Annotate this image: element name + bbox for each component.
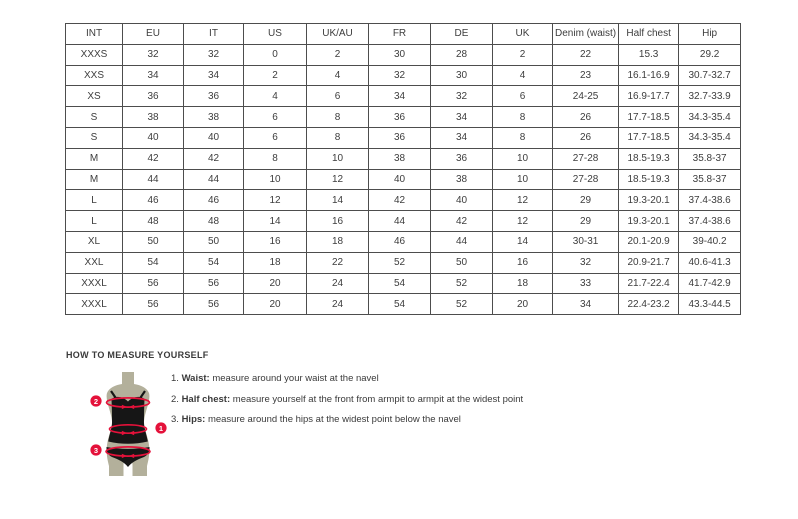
table-cell: 37.4-38.6	[679, 211, 741, 232]
badge-chest	[90, 395, 101, 406]
size-chart-table	[65, 23, 741, 315]
table-cell: 16.1-16.9	[619, 65, 679, 86]
table-cell: 19.3-20.1	[619, 190, 679, 211]
table-cell: 26	[553, 127, 619, 148]
table-cell: 24	[307, 273, 369, 294]
table-cell: 8	[493, 107, 553, 128]
table-cell: 6	[493, 86, 553, 107]
table-cell: 10	[493, 148, 553, 169]
table-cell: XXS	[66, 65, 123, 86]
measure-instructions-list	[171, 369, 523, 431]
column-header-int: INT	[66, 24, 123, 45]
table-cell: 29	[553, 190, 619, 211]
table-row	[66, 148, 741, 169]
table-cell: 18	[244, 252, 307, 273]
table-cell: 18.5-19.3	[619, 148, 679, 169]
table-cell: 12	[244, 190, 307, 211]
column-header-de: DE	[431, 24, 493, 45]
table-cell: 48	[123, 211, 184, 232]
column-header-uk: UK	[493, 24, 553, 45]
table-cell: 20.1-20.9	[619, 231, 679, 252]
table-cell: XL	[66, 231, 123, 252]
table-cell: 12	[493, 190, 553, 211]
table-cell: 26	[553, 107, 619, 128]
table-cell: 42	[431, 211, 493, 232]
mannequin-illustration	[83, 371, 173, 481]
table-cell: 30	[431, 65, 493, 86]
table-cell: 42	[123, 148, 184, 169]
camisole-shape	[108, 397, 148, 444]
table-cell: 32.7-33.9	[679, 86, 741, 107]
table-cell: 2	[244, 65, 307, 86]
table-cell: 44	[184, 169, 244, 190]
table-cell: 15.3	[619, 44, 679, 65]
table-header-row	[66, 24, 741, 45]
measure-instruction	[171, 410, 523, 431]
table-cell: 52	[431, 273, 493, 294]
table-cell: 33	[553, 273, 619, 294]
table-cell: 44	[431, 231, 493, 252]
table-cell: 20	[244, 273, 307, 294]
table-cell: 40	[184, 127, 244, 148]
table-cell: 37.4-38.6	[679, 190, 741, 211]
table-cell: 34	[553, 294, 619, 315]
table-cell: 38	[369, 148, 431, 169]
table-cell: 21.7-22.4	[619, 273, 679, 294]
table-row	[66, 231, 741, 252]
column-header-hip: Hip	[679, 24, 741, 45]
table-cell: 50	[123, 231, 184, 252]
table-cell: 41.7-42.9	[679, 273, 741, 294]
step-number: 1.	[171, 373, 182, 384]
table-cell: 32	[123, 44, 184, 65]
badge-chest-number: 2	[93, 396, 99, 406]
table-cell: 36	[184, 86, 244, 107]
table-cell: 20.9-21.7	[619, 252, 679, 273]
table-cell: 34	[431, 127, 493, 148]
table-cell: XXL	[66, 252, 123, 273]
table-cell: 4	[244, 86, 307, 107]
table-cell: 18.5-19.3	[619, 169, 679, 190]
table-cell: 36	[431, 148, 493, 169]
table-cell: 2	[493, 44, 553, 65]
table-cell: 24	[307, 294, 369, 315]
table-cell: 16	[307, 211, 369, 232]
table-cell: 0	[244, 44, 307, 65]
table-cell: 56	[184, 273, 244, 294]
table-cell: 23	[553, 65, 619, 86]
table-cell: 8	[307, 107, 369, 128]
table-cell: 34.3-35.4	[679, 107, 741, 128]
table-cell: 32	[553, 252, 619, 273]
table-cell: 39-40.2	[679, 231, 741, 252]
table-cell: 54	[184, 252, 244, 273]
column-header-ukau: UK/AU	[307, 24, 369, 45]
table-cell: 29	[553, 211, 619, 232]
table-cell: 43.3-44.5	[679, 294, 741, 315]
measure-instruction	[171, 390, 523, 411]
table-cell: 34	[369, 86, 431, 107]
step-label: Half chest:	[181, 393, 231, 405]
table-row	[66, 86, 741, 107]
measure-instruction	[171, 369, 523, 390]
table-cell: L	[66, 211, 123, 232]
table-cell: 36	[123, 86, 184, 107]
table-cell: 20	[493, 294, 553, 315]
column-header-it: IT	[184, 24, 244, 45]
mannequin-figure	[83, 371, 173, 481]
table-cell: 44	[369, 211, 431, 232]
table-cell: 54	[369, 273, 431, 294]
table-cell: 34	[123, 65, 184, 86]
table-cell: 22.4-23.2	[619, 294, 679, 315]
table-cell: 10	[493, 169, 553, 190]
table-cell: 16	[493, 252, 553, 273]
table-cell: 40	[431, 190, 493, 211]
table-cell: 52	[369, 252, 431, 273]
table-cell: 40.6-41.3	[679, 252, 741, 273]
step-number: 3.	[171, 414, 182, 425]
table-cell: 40	[369, 169, 431, 190]
table-cell: 50	[431, 252, 493, 273]
badge-hips	[90, 444, 101, 455]
table-row	[66, 294, 741, 315]
table-cell: 8	[244, 148, 307, 169]
table-cell: 20	[244, 294, 307, 315]
table-cell: 56	[184, 294, 244, 315]
column-header-eu: EU	[123, 24, 184, 45]
table-row	[66, 190, 741, 211]
table-row	[66, 169, 741, 190]
table-cell: 24-25	[553, 86, 619, 107]
table-cell: 52	[431, 294, 493, 315]
table-cell: 16	[244, 231, 307, 252]
table-cell: 42	[369, 190, 431, 211]
table-cell: S	[66, 127, 123, 148]
table-cell: 12	[493, 211, 553, 232]
table-cell: M	[66, 169, 123, 190]
table-cell: 34.3-35.4	[679, 127, 741, 148]
table-cell: 17.7-18.5	[619, 107, 679, 128]
column-header-halfchest: Half chest	[619, 24, 679, 45]
table-cell: 35.8-37	[679, 148, 741, 169]
table-row	[66, 65, 741, 86]
table-row	[66, 211, 741, 232]
step-label: Waist:	[181, 373, 210, 384]
table-cell: 36	[369, 127, 431, 148]
table-cell: 46	[123, 190, 184, 211]
table-cell: 48	[184, 211, 244, 232]
table-cell: XXXL	[66, 273, 123, 294]
table-cell: 56	[123, 273, 184, 294]
table-cell: 35.8-37	[679, 169, 741, 190]
table-cell: 6	[244, 107, 307, 128]
badge-waist	[155, 422, 166, 433]
table-cell: 27-28	[553, 169, 619, 190]
table-cell: 50	[184, 231, 244, 252]
step-text: measure around your waist at the navel	[209, 373, 379, 384]
table-cell: L	[66, 190, 123, 211]
table-cell: 8	[307, 127, 369, 148]
table-cell: 14	[307, 190, 369, 211]
badge-waist-number: 1	[158, 423, 164, 433]
table-row	[66, 252, 741, 273]
table-cell: 38	[123, 107, 184, 128]
table-cell: 36	[369, 107, 431, 128]
column-header-denim: Denim (waist)	[553, 24, 619, 45]
table-cell: 38	[184, 107, 244, 128]
table-cell: 30.7-32.7	[679, 65, 741, 86]
table-cell: 18	[307, 231, 369, 252]
step-label: Hips:	[181, 414, 206, 425]
table-row	[66, 44, 741, 65]
table-cell: XXXS	[66, 44, 123, 65]
table-cell: 16.9-17.7	[619, 86, 679, 107]
table-row	[66, 273, 741, 294]
table-cell: 18	[493, 273, 553, 294]
table-cell: 14	[493, 231, 553, 252]
table-row	[66, 127, 741, 148]
table-cell: 10	[244, 169, 307, 190]
table-cell: 12	[307, 169, 369, 190]
table-cell: 19.3-20.1	[619, 211, 679, 232]
table-cell: 30-31	[553, 231, 619, 252]
table-cell: 46	[184, 190, 244, 211]
badge-hips-number: 3	[93, 445, 99, 455]
table-cell: 8	[493, 127, 553, 148]
table-row	[66, 107, 741, 128]
table-cell: 32	[369, 65, 431, 86]
table-cell: 30	[369, 44, 431, 65]
table-cell: 2	[307, 44, 369, 65]
table-cell: 54	[369, 294, 431, 315]
table-cell: 4	[307, 65, 369, 86]
table-cell: XXXL	[66, 294, 123, 315]
table-cell: 32	[431, 86, 493, 107]
measure-section-heading: HOW TO MEASURE YOURSELF	[66, 350, 209, 360]
table-cell: 56	[123, 294, 184, 315]
table-cell: 32	[184, 44, 244, 65]
table-cell: 10	[307, 148, 369, 169]
table-cell: 46	[369, 231, 431, 252]
table-cell: M	[66, 148, 123, 169]
table-cell: 17.7-18.5	[619, 127, 679, 148]
column-header-us: US	[244, 24, 307, 45]
table-cell: 29.2	[679, 44, 741, 65]
table-cell: 42	[184, 148, 244, 169]
table-cell: 40	[123, 127, 184, 148]
table-cell: XS	[66, 86, 123, 107]
table-cell: 22	[553, 44, 619, 65]
table-cell: 6	[307, 86, 369, 107]
step-text: measure yourself at the front from armpit to armpit at the widest point	[230, 393, 524, 405]
table-cell: 44	[123, 169, 184, 190]
table-cell: 22	[307, 252, 369, 273]
table-cell: 4	[493, 65, 553, 86]
table-cell: 34	[184, 65, 244, 86]
table-cell: S	[66, 107, 123, 128]
table-cell: 6	[244, 127, 307, 148]
step-text: measure around the hips at the widest point below the navel	[205, 414, 461, 425]
table-cell: 27-28	[553, 148, 619, 169]
column-header-fr: FR	[369, 24, 431, 45]
step-number: 2.	[171, 393, 182, 405]
table-cell: 28	[431, 44, 493, 65]
table-cell: 34	[431, 107, 493, 128]
table-cell: 14	[244, 211, 307, 232]
table-cell: 54	[123, 252, 184, 273]
table-cell: 38	[431, 169, 493, 190]
